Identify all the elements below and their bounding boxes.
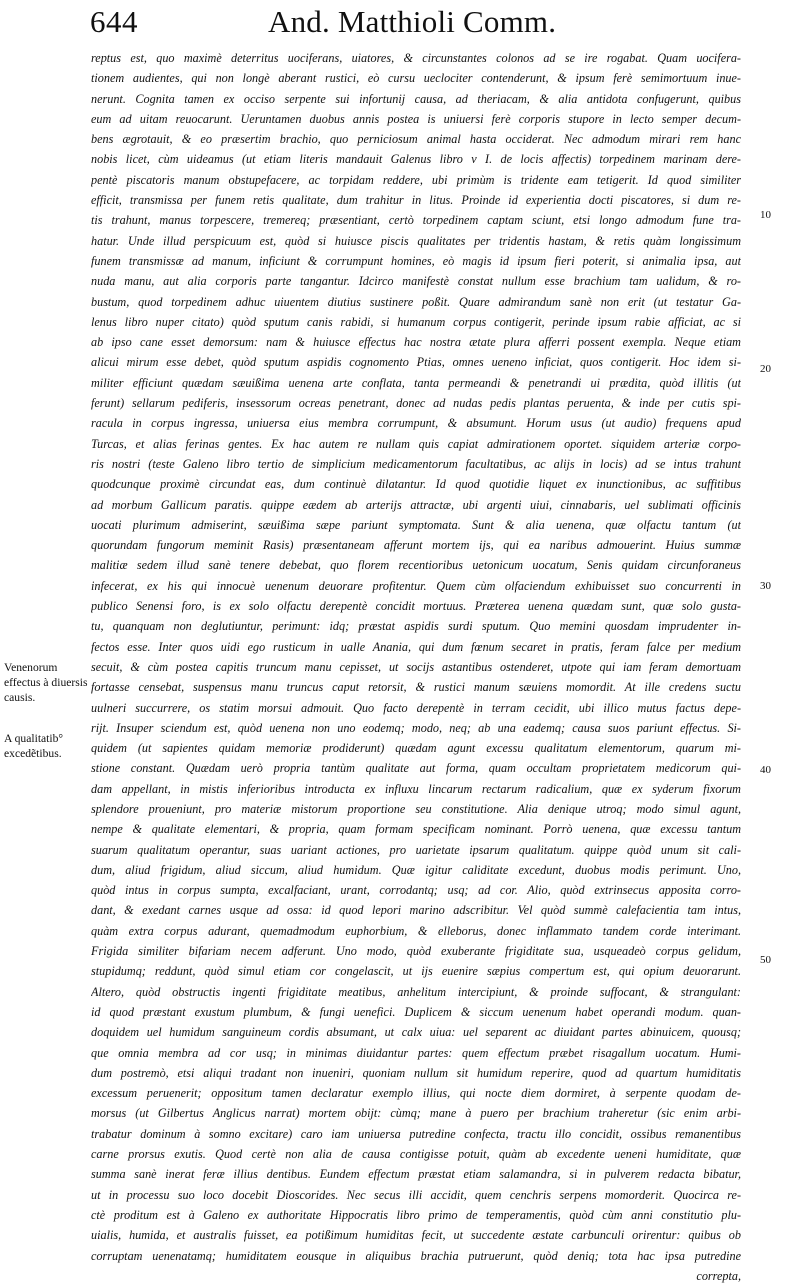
text-line: correpta, (696, 1268, 741, 1283)
text-line: funem transmissæ ad manum, inficiunt & corrumpunt homines, eò magis id ipsum fieri poterit, si animalia ipsa, aut (91, 253, 741, 268)
text-line: malitiæ sedem illud sanè tenere debebat, quo florem recentioribus uetonicum uocatum, Senis quidam circunforaneus (91, 558, 741, 573)
text-line: eum ad uitam reuocarunt. Ueruntamen duobus annis postea is uniuersi ferè corporis stupore in lecto semper decum- (91, 111, 741, 126)
text-line: morsus (ut Gilbertus Anglicus narrat) mortem obijt: cùmq; mane à puero per brachium traheretur (sic enim arbi- (91, 1106, 741, 1121)
text-line: stione constant. Quædam uerò propria tantùm qualitate aut forma, quam occultam proprietatem medicorum qui- (91, 761, 741, 776)
text-line: excessum peruenerit; oppositum tamen declaratur exemplo illius, qui nocte diem dormiret, à serpente quodam de- (91, 1086, 741, 1101)
text-line: secuit, & cùm postea capitis truncum manu cepisset, ut socijs astantibus ostenderet, utpote qui iam feram demortuam (91, 659, 741, 674)
text-line: efficit, transmissa per funem retis qualitate, dum trahitur in litus. Proinde id experientia docti piscatores, si dum re- (91, 193, 741, 208)
text-line: doquidem uel humidum sanguineum cordis absumant, ut calx uiua: uel separent ac diuidant partes abinuicem, quousq; (91, 1025, 741, 1040)
text-line: militer efficiunt quædam sæuißima uenena arte conflata, tanta permeandi & penetrandi ui prædita, quòd illitis (ut (91, 375, 741, 390)
text-line: quodcunque proximè circundat eas, dum continuè dilatantur. Id quod quotidie liquet ex inunctionibus, ac suffitibus (91, 477, 741, 492)
text-line: que omnia membra ad cor usq; in minimas diuidantur partes: quem effectum præbet risagallum uocatum. Humi- (91, 1045, 741, 1060)
text-line: racula in corpus ingressa, uniuersa eius membra corrumpunt, & absumunt. Horum usus (ut audio) frequens apud (91, 416, 741, 431)
text-line: nuda manu, aut alia corporis parte tangantur. Idcirco manifestè constat nullum esse brachium tam ualidum, & ro- (91, 274, 741, 289)
text-line: splendore proueniunt, pro materiæ mistorum proportione seu constitutione. Alia denique utroq; modo simul agunt, (91, 801, 741, 816)
text-line: ris nostri (teste Galeno libro tertio de simplicium medicamentorum facultatibus, ac alijs in locis) ad se intus trahunt (91, 456, 741, 471)
text-line: uocati plurimum admiserint, sæuißima sæpe pariunt symptomata. Sunt & alia uenena, quæ olfactu tantum (ut (91, 517, 741, 532)
text-line: trabatur dominum à somno excitare) caro iam uniuersa putredine confecta, tractu illo concidit, ossibus remanentibus (91, 1126, 741, 1141)
line-number-30: 30 (760, 580, 771, 592)
text-line: dum postremò, etsi aliqui tradant non inueniri, quoniam nullum sit humidum reperire, quod ad quartum humiditatis (91, 1065, 741, 1080)
text-line: publico Senensi foro, is ex solo olfactu derepentè concidit mortuus. Præterea uenena quædam sunt, quæ solo gusta- (91, 599, 741, 614)
text-line: suarum qualitatum operantur, suas uariant actiones, pro uarietate ipsarum qualitatum. quippe quòd unum sit cali- (91, 842, 741, 857)
text-line: summa sanè inerat feræ illius dentibus. Eundem effectum præstat etiam salamandra, si in pulverem redacta bibatur, (91, 1167, 741, 1182)
text-line: carne prorsus exutis. Quod certè non alia de causa contigisse potuit, quàm ab excedente ueneni humiditate, quæ (91, 1147, 741, 1162)
text-line: reptus est, quo maximè deterritus uociferans, uiatores, & circunstantes colonos ad se ire rogabat. Quam uocifera- (91, 51, 741, 65)
text-line: tionem audientes, qui non longè aberant rustici, eò cursu ueclociter contenderunt, & ipsum ferè semimortuum inue- (91, 71, 741, 86)
text-line: ab ipso cane esset demorsum: nam & huiusce effectus hac nostra ætate plura afferri possent exempla. Neque etiam (91, 335, 741, 350)
text-line: ctè proditum est à Galeno ex authoritate Hippocratis libro primo de temperamentis, quòd cùm anni constitutio plu- (91, 1207, 741, 1222)
text-line: fortasse censebat, suspensus manu truncus caput retorsit, & rustici manum sæuiens momordit. At ille credens suctu (91, 680, 741, 695)
text-line: id quod præstant exustum plumbum, & fungi uenefici. Duplicem & siccum uenenum habet operandi modum. quan- (91, 1004, 741, 1019)
text-line: quorundam fungorum meminit Rasis) præsentaneam afferunt mortem ijs, qui ea naribus admouerint. Huius summæ (91, 538, 741, 553)
text-line: dum, aliud frigidum, aliud siccum, aliud humidum. Quæ igitur caliditate excedunt, duobus modis perimunt. Uno, (91, 862, 741, 877)
text-line: bustum, quod torpedinem adhuc uiuentem diutius sustinere poßit. Quare admirandum sanè non erit (ut testatur Ga- (91, 294, 741, 309)
line-number-40: 40 (760, 764, 771, 776)
text-line: ut in processu suo loco docebit Dioscorides. Nec secus illi accidit, quem cenchris serpens momorderit. Quocirca re- (91, 1187, 741, 1202)
text-line: Altero, quòd obstructis ingenti frigiditate meatibus, anhelitum intercipiunt, & proinde suffocant, & strangulant: (91, 984, 741, 999)
text-line: tis trahunt, manus torpescere, tremereq; præsentiant, certò torpedinem captam sciunt, etsi longo admodum fune tra- (91, 213, 741, 228)
text-line: corruptam uenenatamq; humiditatem eousque in aliquibus brachia putruerunt, quòd deniq; tota hac ipsa putredine (91, 1248, 741, 1263)
text-line: dam appellant, in mistis inferioribus introducta ex influxu lincarum rectarum radicalium, quæ ex syderum fixorum (91, 781, 741, 796)
line-number-20: 20 (760, 363, 771, 375)
text-line: bens ægrotauit, & eo præsertim brachio, quo perniciosum animal hasta occiderat. Nec admodum mirari rem hanc (91, 132, 741, 147)
text-line: fectos esse. Inter quos uidi ego rusticum in ualle Anania, qui dum fœnum secaret in pratis, feram falce per medium (91, 639, 741, 654)
text-line: ferunt) sellarum pediferis, insessorum ocreas penetrant, donec ad nudas pedis plantas peruenta, & inde per cutis spi- (91, 396, 741, 411)
text-line: lenus libro nuper citato) quòd sputum canis rabidi, si humanum corpus contigerit, perinde ipsum rabie afficiat, ac si (91, 314, 741, 329)
text-line: hatur. Unde illud perspicuum est, quòd si huiusce piscis qualitates per tridentis hastam, & retis quàm longissimum (91, 233, 741, 248)
text-line: ad morbum Gallicum paratis. quippe eædem ab arterijs attractæ, ubi argenti uiui, cinnabaris, uel sublimati officinis (91, 497, 741, 512)
text-line: tu, quanquam non deglutiuntur, perimunt: idq; præstat aspidis surdi sputum. Quo memini quosdam imprudenter in- (91, 619, 741, 634)
text-line: uialis, humida, et australis fuisset, ea potißimum humiditas fecit, ut succedente æstate carbunculi orirentur: quibus ob (91, 1228, 741, 1243)
text-line: Frigida similiter bifariam necem adferunt. Uno modo, quòd exuberante frigiditate sua, usqueadeò corpus gelidum, (91, 944, 741, 959)
text-line: quàm extra corpus adurant, quemadmodum euphorbium, & elleborus, donec inflammato tandem corde interimant. (91, 923, 741, 938)
text-line: quidem (ut sapientes quidam memoriæ prodiderunt) quædam agunt excessu qualitatum elementorum, quarum mi- (91, 741, 741, 756)
line-number-10: 10 (760, 209, 771, 221)
margin-note-qualitatibus: A qualitatib° excedẽtibus. (4, 732, 64, 760)
text-line: dant, & exedant carnes usque ad ossa: id quod lepori marino adscribitur. Vel quòd summè calefacientia tam intus, (91, 903, 741, 918)
text-line: Turcas, et alias ferinas gentes. Ex hac autem re nullam quis capiat admirationem oportet. siquidem arteriæ corpo- (91, 436, 741, 451)
page-number: 644 (90, 4, 138, 39)
text-line: quòd intus in corpus sumpta, excalfaciant, urant, corrodantq; usq; ad cor. Alio, quòd extrinsecus apposita corro- (91, 883, 741, 898)
margin-note-venenorum: Venenorum effectus à diuersis causis. (4, 661, 88, 704)
text-line: infecerat, ex his qui innocuè uenenum deuorare profitentur. Quem cùm olfaciendum exhibuisset suo concurrenti in (91, 578, 741, 593)
text-line: stupidumq; reddunt, quòd simul etiam cor congelascit, ut ijs euenire sæpius compertum est, qui opium deuorarunt. (91, 964, 741, 979)
text-line: nempe & qualitate elementari, & propria, quam formam specificam nominant. Porrò uenena, quæ excessu tantum (91, 822, 741, 837)
text-line: nerunt. Cognita tamen ex occiso serpente sui infortunij causa, ad theriacam, & alia antidota confugerunt, quibus (91, 91, 741, 106)
page-header (90, 4, 730, 44)
text-line: alicui mirum esse debet, quòd sputum aspidis cognomento Ptias, omnes ueneno inficiat, quos contigerit. Hoc idem si- (91, 355, 741, 370)
text-line: uulneri succurrere, os statim morsui admouit. Quo facto derepentè in terram cecidit, ubi illico mutus factus depe- (91, 700, 741, 715)
text-line: rijt. Insuper sciendum est, quòd uenena non uno eodemq; modo, neq; ab una eademq; causa suos pariunt effectus. Si- (91, 720, 741, 735)
line-number-50: 50 (760, 954, 771, 966)
main-text (91, 48, 741, 1286)
text-line: nobis licet, cùm uideamus (ut etiam literis mandauit Galenus libro v I. de locis affectis) torpedinem marinam dere- (91, 152, 741, 167)
running-title: And. Matthioli Comm. (268, 4, 557, 39)
text-line: pentè piscatoris manum obstupefacere, ac torpidam reddere, ubi primùm is tridente eam tetigerit. Id quod similiter (91, 172, 741, 187)
